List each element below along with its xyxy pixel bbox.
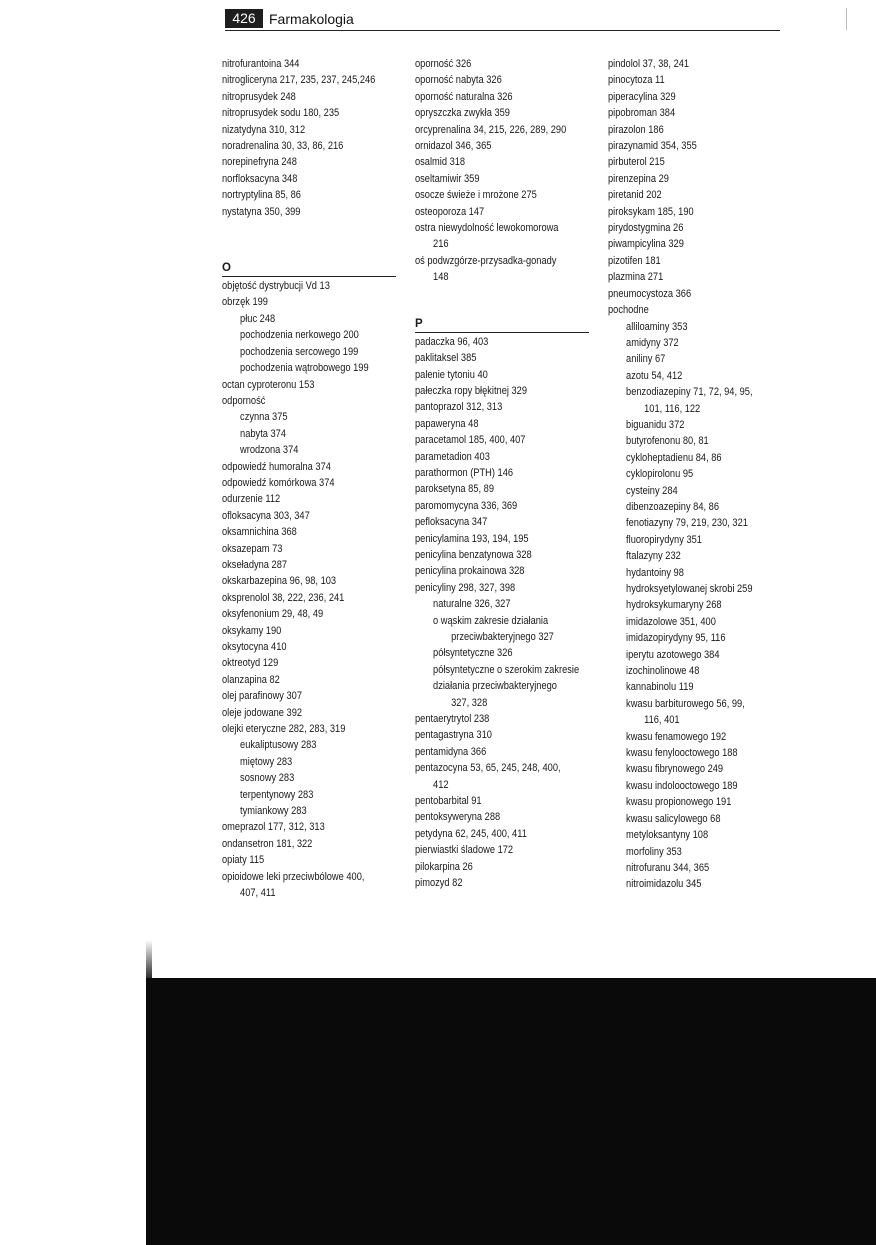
- index-entry: olejki eteryczne 282, 283, 319: [222, 723, 346, 736]
- index-entry: oporność naturalna 326: [415, 90, 513, 103]
- index-subentry: miętowy 283: [240, 755, 293, 768]
- index-subentry: morfoliny 353: [626, 845, 682, 858]
- index-entry: nitrofurantoina 344: [222, 58, 300, 70]
- index-entry: oksyfenonium 29, 48, 49: [222, 608, 324, 621]
- index-entry: ondansetron 181, 322: [222, 837, 313, 850]
- index-entry: pantoprazol 312, 313: [415, 401, 503, 414]
- index-subentry: hydroksykumaryny 268: [626, 599, 722, 612]
- index-entry: osocze świeże i mrożone 275: [415, 189, 537, 202]
- index-entry: osteoporoza 147: [415, 205, 485, 218]
- index-entry: parathormon (PTH) 146: [415, 466, 514, 479]
- index-entry: palenie tytoniu 40: [415, 368, 488, 381]
- index-entry: opiaty 115: [222, 854, 265, 867]
- index-subentry: imidazopirydyny 95, 116: [626, 632, 726, 645]
- index-entry: opryszczka zwykła 359: [415, 107, 510, 120]
- index-entry: pirenzepina 29: [608, 172, 669, 185]
- index-entry: pentamidyna 366: [415, 745, 487, 758]
- index-entry: pimozyd 82: [415, 877, 463, 890]
- index-entry: octan cyproteronu 153: [222, 378, 315, 391]
- index-entry: pefloksacyna 347: [415, 516, 488, 529]
- index-entry: odpowiedź komórkowa 374: [222, 476, 335, 489]
- index-entry: pinocytoza 11: [608, 74, 665, 87]
- index-entry: odurzenie 112: [222, 493, 281, 506]
- index-subentry: naturalne 326, 327: [433, 598, 511, 611]
- index-entry: nystatyna 350, 399: [222, 205, 301, 218]
- index-subentry: kwasu barbiturowego 56, 99,: [626, 697, 745, 710]
- index-entry: oksprenolol 38, 222, 236, 241: [222, 591, 345, 604]
- index-subentry: czynna 375: [240, 411, 288, 424]
- index-subentry: cyklopirolonu 95: [626, 468, 694, 481]
- index-subentry: nitrofuranu 344, 365: [626, 861, 710, 874]
- index-entry: pirbuterol 215: [608, 156, 665, 169]
- index-entry: piperacylina 329: [608, 90, 676, 103]
- index-subentry: tymiankowy 283: [240, 805, 307, 818]
- index-column-1: [222, 56, 412, 902]
- index-subentry: kwasu indolooctowego 189: [626, 779, 738, 792]
- index-subentry: 116, 401: [644, 714, 680, 727]
- index-entry: odpowiedź humoralna 374: [222, 460, 331, 473]
- index-entry: paroksetyna 85, 89: [415, 483, 494, 496]
- index-entry: nitroprusydek 248: [222, 90, 296, 103]
- index-subentry: 101, 116, 122: [644, 402, 701, 415]
- index-entry: oksazepam 73: [222, 542, 283, 555]
- index-entry: oksytocyna 410: [222, 641, 287, 653]
- index-subentry: amidyny 372: [626, 336, 679, 349]
- index-subentry: iperytu azotowego 384: [626, 648, 720, 661]
- index-entry: paklitaksel 385: [415, 352, 477, 365]
- index-subentry: pochodzenia sercowego 199: [240, 345, 359, 358]
- index-entry: oporność 326: [415, 58, 472, 70]
- index-entry: pirydostygmina 26: [608, 222, 684, 235]
- index-subentry: hydroksyetylowanej skrobi 259: [626, 583, 753, 595]
- index-subentry: kwasu fenamowego 192: [626, 730, 727, 743]
- index-subentry: alliloaminy 353: [626, 320, 688, 333]
- index-entry: okskarbazepina 96, 98, 103: [222, 575, 337, 588]
- index-subentry: kwasu fenylooctowego 188: [626, 747, 738, 760]
- index-column-3: [608, 56, 798, 893]
- index-entry: pałeczka ropy błękitnej 329: [415, 384, 528, 397]
- index-entry: nitroprusydek sodu 180, 235: [222, 107, 340, 120]
- page-number: 426: [225, 9, 263, 28]
- index-entry: obrzęk 199: [222, 296, 268, 309]
- index-entry: nizatydyna 310, 312: [222, 123, 306, 136]
- index-entry: penicylamina 193, 194, 195: [415, 532, 529, 545]
- index-subentry: 148: [433, 271, 449, 284]
- index-subentry: działania przeciwbakteryjnego: [433, 680, 557, 693]
- index-entry: opioidowe leki przeciwbólowe 400,: [222, 870, 365, 883]
- index-entry: norepinefryna 248: [222, 156, 297, 169]
- index-subentry: 327, 328: [451, 696, 488, 709]
- index-subentry: nitroimidazolu 345: [626, 878, 702, 891]
- index-entry: pentaerytrytol 238: [415, 713, 490, 726]
- index-entry: ostra niewydolność lewokomorowa: [415, 222, 559, 235]
- index-entry: pipobroman 384: [608, 107, 676, 120]
- index-entry: padaczka 96, 403: [415, 335, 489, 348]
- index-subentry: fenotiazyny 79, 219, 230, 321: [626, 517, 748, 530]
- index-entry: parametadion 403: [415, 450, 490, 463]
- index-entry: okseładyna 287: [222, 558, 288, 571]
- index-entry: pierwiastki śladowe 172: [415, 844, 514, 857]
- index-entry: paromomycyna 336, 369: [415, 499, 518, 512]
- index-entry: plazmina 271: [608, 271, 664, 284]
- index-entry: oktreotyd 129: [222, 657, 279, 670]
- index-subentry: aniliny 67: [626, 353, 666, 366]
- index-subentry: półsyntetyczne 326: [433, 647, 513, 660]
- index-subentry: kwasu propionowego 191: [626, 796, 732, 809]
- index-entry: pilokarpina 26: [415, 860, 473, 873]
- index-subentry: przeciwbakteryjnego 327: [451, 631, 554, 643]
- index-entry: oksamnichina 368: [222, 526, 297, 539]
- scan-dark-area: [146, 978, 876, 1245]
- index-subentry: kwasu salicylowego 68: [626, 812, 721, 825]
- running-header: [225, 9, 780, 31]
- index-entry: oseltamiwir 359: [415, 172, 480, 185]
- index-subentry: dibenzoazepiny 84, 86: [626, 500, 719, 513]
- index-entry: pindolol 37, 38, 241: [608, 58, 690, 70]
- index-subentry: azotu 54, 412: [626, 369, 683, 382]
- index-entry: ornidazol 346, 365: [415, 140, 492, 153]
- index-subentry: o wąskim zakresie działania: [433, 614, 549, 627]
- index-entry: pirazolon 186: [608, 123, 664, 136]
- index-entry: omeprazol 177, 312, 313: [222, 821, 325, 834]
- index-entry: oporność nabyta 326: [415, 74, 502, 87]
- index-subentry: cykloheptadienu 84, 86: [626, 451, 722, 464]
- running-title: Farmakologia: [269, 11, 354, 27]
- section-spacer: [222, 220, 412, 250]
- index-subentry: 412: [433, 778, 449, 791]
- index-subentry: półsyntetyczne o szerokim zakresie: [433, 663, 580, 676]
- index-entry: nitrogliceryna 217, 235, 237, 245,246: [222, 74, 376, 87]
- index-entry: orcyprenalina 34, 215, 226, 289, 290: [415, 123, 567, 136]
- index-entry: petydyna 62, 245, 400, 411: [415, 827, 527, 840]
- index-subentry: terpentynowy 283: [240, 788, 314, 801]
- index-subentry: 216: [433, 238, 449, 251]
- index-entry: piroksykam 185, 190: [608, 205, 694, 218]
- index-entry: piwampicylina 329: [608, 238, 684, 251]
- index-subentry: benzodiazepiny 71, 72, 94, 95,: [626, 386, 753, 399]
- index-entry: pentobarbital 91: [415, 795, 482, 808]
- index-subentry: hydantoiny 98: [626, 566, 684, 579]
- index-entry: pizotifen 181: [608, 254, 661, 267]
- index-entry: pentazocyna 53, 65, 245, 248, 400,: [415, 762, 561, 775]
- index-entry: penicyliny 298, 327, 398: [415, 581, 516, 594]
- scan-edge-mark: [846, 8, 847, 30]
- index-subentry: 407, 411: [240, 887, 276, 900]
- index-entry: ofloksacyna 303, 347: [222, 509, 310, 522]
- index-subentry: biguanidu 372: [626, 418, 685, 431]
- index-subentry: ftalazyny 232: [626, 550, 681, 563]
- index-entry: oś podwzgórze-przysadka-gonady: [415, 254, 557, 267]
- index-entry: noradrenalina 30, 33, 86, 216: [222, 140, 344, 153]
- index-entry: oleje jodowane 392: [222, 706, 303, 719]
- index-entry: norfloksacyna 348: [222, 172, 298, 185]
- index-subentry: butyrofenonu 80, 81: [626, 435, 709, 448]
- index-entry: odporność: [222, 394, 266, 407]
- index-subentry: kannabinolu 119: [626, 681, 694, 694]
- index-entry: papaweryna 48: [415, 417, 479, 430]
- index-entry: olanzapina 82: [222, 673, 280, 686]
- index-subentry: pochodzenia wątrobowego 199: [240, 362, 369, 375]
- index-entry: penicylina prokainowa 328: [415, 565, 525, 578]
- index-subentry: nabyta 374: [240, 427, 287, 440]
- letter-heading: P: [415, 317, 589, 333]
- index-subentry: izochinolinowe 48: [626, 665, 700, 678]
- index-entry: paracetamol 185, 400, 407: [415, 434, 526, 447]
- index-entry: objętość dystrybucji Vd 13: [222, 280, 330, 293]
- index-entry: nortryptylina 85, 86: [222, 189, 301, 202]
- index-entry: oksykamy 190: [222, 624, 282, 637]
- index-subentry: wrodzona 374: [240, 444, 299, 457]
- index-entry: osalmid 318: [415, 156, 466, 169]
- index-subentry: eukaliptusowy 283: [240, 739, 317, 752]
- index-entry: olej parafinowy 307: [222, 690, 303, 703]
- index-subentry: imidazolowe 351, 400: [626, 615, 716, 628]
- index-entry: pochodne: [608, 304, 649, 317]
- index-entry: pirazynamid 354, 355: [608, 140, 697, 153]
- section-spacer: [415, 286, 605, 306]
- index-subentry: sosnowy 283: [240, 772, 295, 785]
- index-entry: penicylina benzatynowa 328: [415, 548, 532, 561]
- index-subentry: płuc 248: [240, 312, 276, 325]
- index-subentry: kwasu fibrynowego 249: [626, 763, 724, 776]
- index-entry: pentoksyweryna 288: [415, 811, 501, 824]
- letter-heading: O: [222, 261, 396, 277]
- index-subentry: pochodzenia nerkowego 200: [240, 329, 359, 342]
- index-subentry: cysteiny 284: [626, 484, 678, 497]
- index-entry: pneumocystoza 366: [608, 287, 692, 300]
- index-subentry: fluoropirydyny 351: [626, 533, 702, 546]
- index-subentry: metyloksantyny 108: [626, 829, 709, 842]
- scan-shadow: [146, 940, 152, 980]
- index-column-2: [415, 56, 605, 892]
- index-entry: pentagastryna 310: [415, 729, 492, 742]
- index-entry: piretanid 202: [608, 189, 662, 202]
